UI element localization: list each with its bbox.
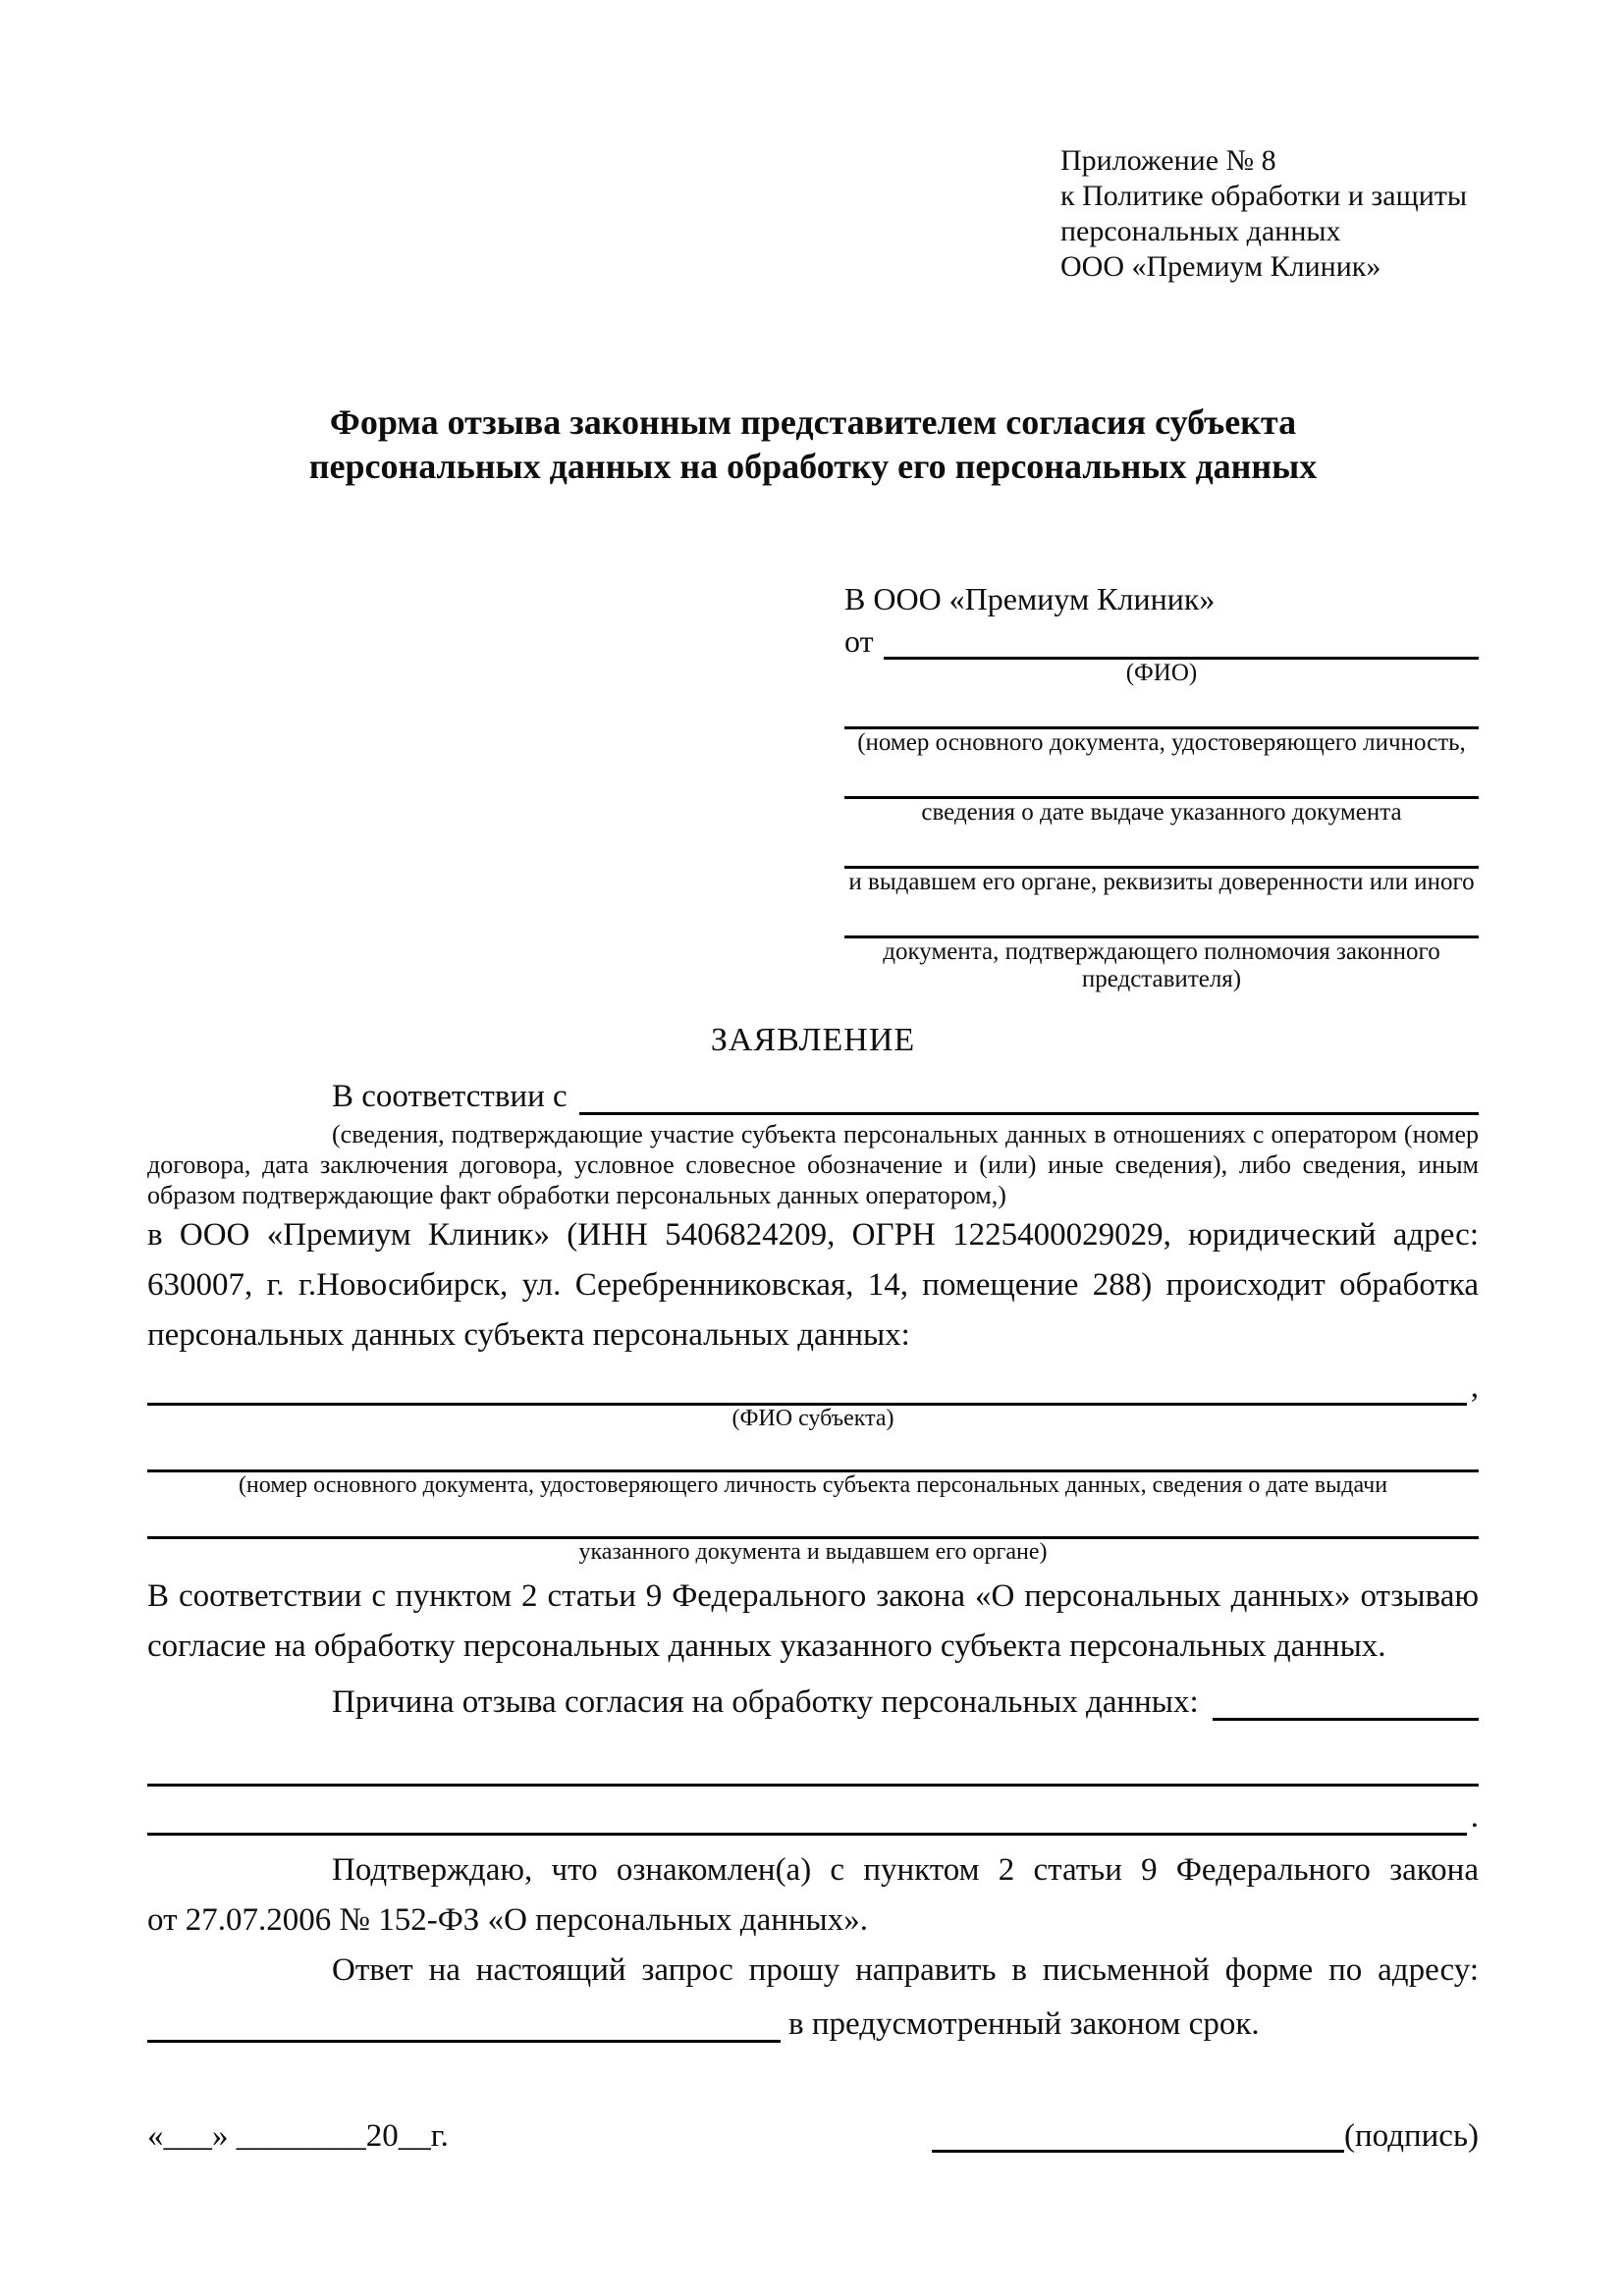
subject-doc-blank-field-2 [147,1499,1479,1539]
reason-blank-field-1 [1213,1715,1479,1721]
representative-doc-caption-1: (номер основного документа, удостоверяющего личность, [857,729,1466,756]
operator-info-paragraph: в ООО «Премиум Клиник» (ИНН 5406824209, ОГРН 1225400029029, юридический адрес: 630007, г. г.Новосибирск, ул. Серебренниковская, 14, помещение 288) происходит обработка персональных данных субъекта персональных данных: [147,1217,1479,1353]
reply-tail-text: в предусмотренный законом срок. [788,2006,1260,2042]
reply-address-row [147,1996,1479,2043]
document-title: Форма отзыва законным представителем согласия субъекта персональных данных на обработку его персональных данных [308,402,1318,486]
reply-address-blank-field [147,2037,781,2043]
reason-row [147,1676,1479,1721]
representative-doc-caption-4: документа, подтверждающего полномочия законного представителя) [883,938,1440,992]
subject-doc-blank-field-1 [147,1432,1479,1472]
reason-blank-field-3 [147,1830,1467,1836]
subject-fio-caption: (ФИО субъекта) [731,1406,894,1431]
accordance-blank-field [579,1109,1479,1115]
appendix-line-3: персональных данных [1060,215,1341,247]
signature-caption: (подпись) [1344,2118,1479,2154]
confirmation-line-2: от 27.07.2006 № 152-ФЗ «О персональных данных». [147,1902,868,1938]
reason-label: Причина отзыва согласия на обработку персональных данных: [332,1684,1199,1720]
confirmation-line-1: Подтверждаю, что ознакомлен(а) с пунктом 2 статьи 9 Федерального закона [332,1852,1479,1888]
accordance-label: В соответствии с [332,1079,568,1114]
statement-heading: ЗАЯВЛЕНИЕ [710,1022,916,1058]
appendix-line-4: ООО «Премиум Клиник» [1060,250,1381,283]
addressee-block [844,579,1479,993]
appendix-line-2: к Политике обработки и защиты [1060,180,1468,212]
representative-doc-caption-3: и выдавшем его органе, реквизиты доверенности или иного [848,869,1475,895]
reason-period: . [1470,1799,1479,1835]
representative-doc-blank-field-3 [844,827,1479,869]
accordance-note: (сведения, подтверждающие участие субъекта персональных данных в отношениях с оператором (номер договора, дата заключения договора, условное словесное обозначение и (или) иные сведения), либо сведения, иным образом подтверждающие факт обработки персональных данных оператором,) [147,1120,1479,1209]
from-label: от [844,623,874,659]
addressee-organization: В ООО «Премиум Клиник» [844,581,1216,616]
signature-blank-field [932,2147,1344,2153]
reason-blank-row-3 [147,1799,1479,1836]
withdrawal-paragraph: В соответствии с пунктом 2 статьи 9 Федерального закона «О персональных данных» отзываю согласие на обработку персональных данных указанного субъекта персональных данных. [147,1578,1479,1664]
representative-doc-blank-field-1 [844,687,1479,729]
representative-doc-blank-field-2 [844,757,1479,799]
date-placeholder: «___» ________20__г. [147,2118,449,2154]
footer-row [147,2115,1479,2157]
signature-group [932,2115,1479,2157]
accordance-row [147,1070,1479,1115]
appendix-block [1060,143,1479,285]
subject-fio-row [147,1369,1479,1406]
representative-doc-blank-field-4 [844,896,1479,938]
subject-fio-comma: , [1470,1369,1479,1405]
subject-doc-caption-2: указанного документа и выдавшем его органе) [578,1539,1048,1565]
from-row [844,618,1479,660]
reply-request-line: Ответ на настоящий запрос прошу направить в письменной форме по адресу: [332,1952,1479,1988]
subject-doc-caption-1: (номер основного документа, удостоверяющего личность субъекта персональных данных, сведения о дате выдачи [238,1472,1388,1498]
fio-caption: (ФИО) [1125,660,1198,686]
representative-doc-caption-2: сведения о дате выдаче указанного документа [921,799,1402,826]
appendix-line-1: Приложение № 8 [1060,144,1276,177]
reason-blank-field-2 [147,1784,1479,1787]
